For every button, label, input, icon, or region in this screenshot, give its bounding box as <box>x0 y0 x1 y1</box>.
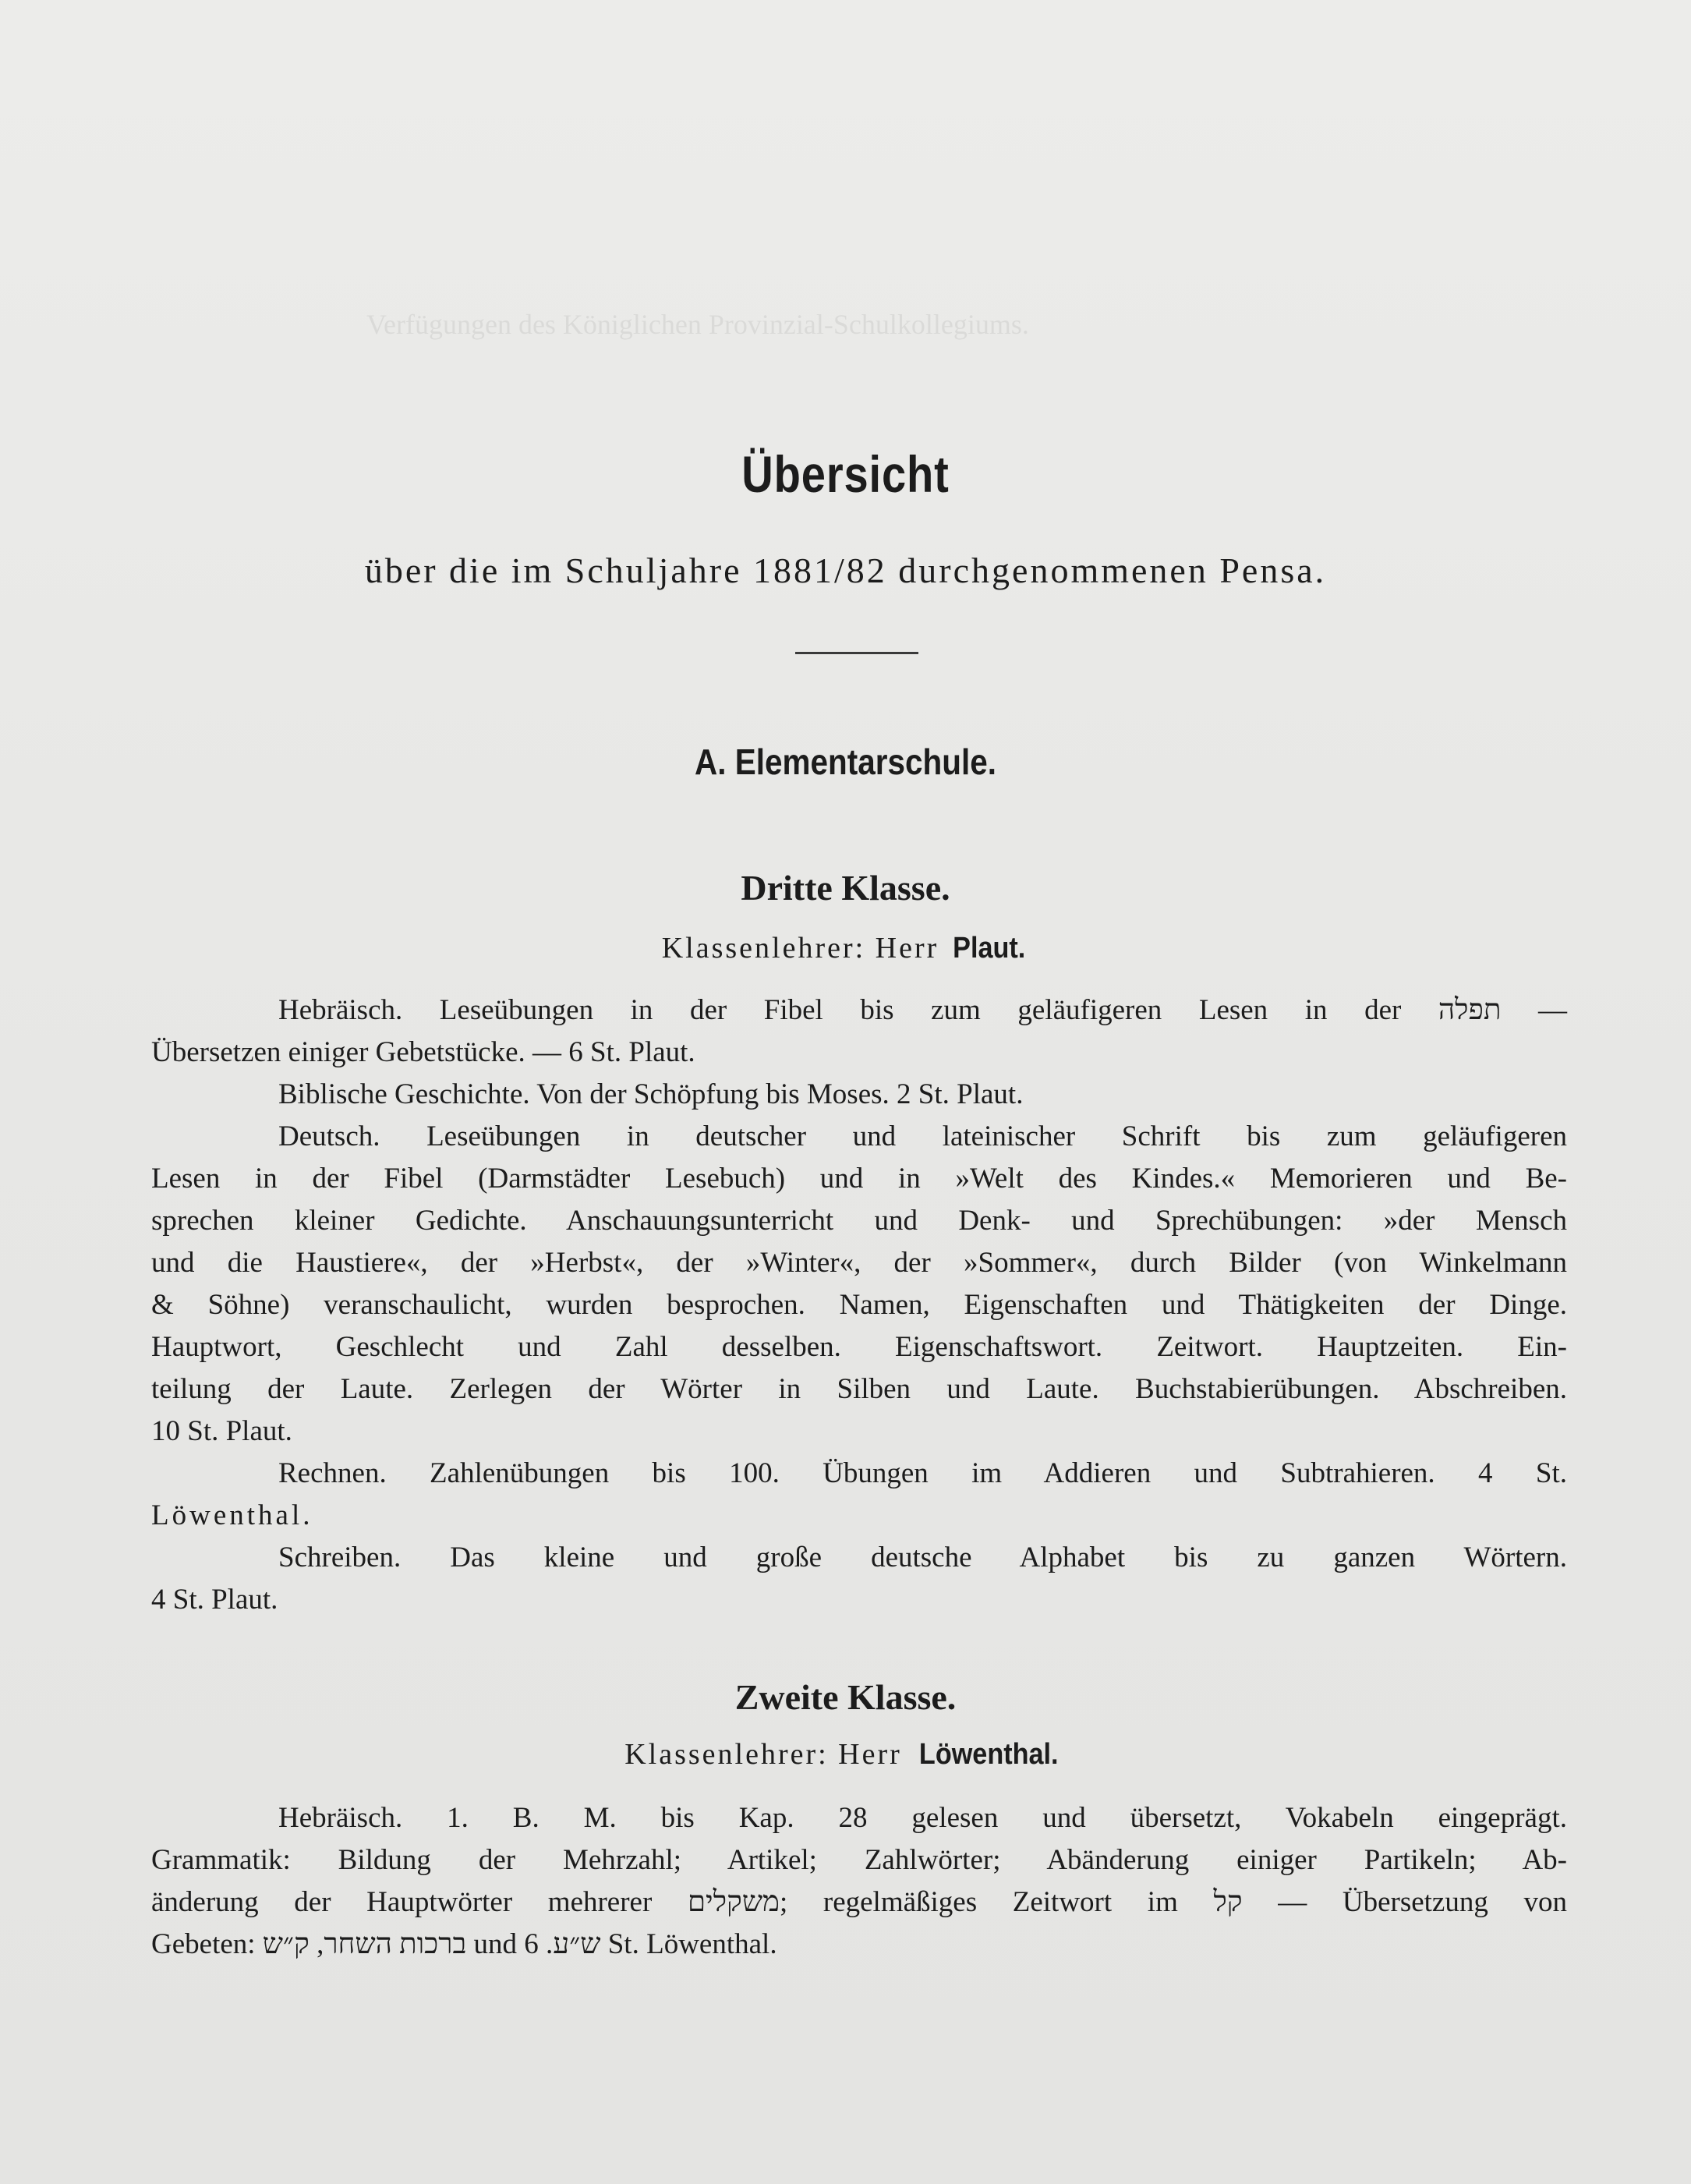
teacher-line-dritte <box>0 931 1691 965</box>
text-line: änderung der Hauptwörter mehrerer משקלים; regelmäßiges Zeitwort im קל — Übersetzung von <box>151 1886 1567 1918</box>
teacher-line-zweite <box>0 1737 1691 1772</box>
text-line: Rechnen. Zahlenübungen bis 100. Übungen im Addieren und Subtrahieren. 4 St. <box>278 1457 1567 1489</box>
page-subtitle: über die im Schuljahre 1881/82 durchgenommenen Pensa. <box>364 550 1327 590</box>
text-line: und die Haustiere«, der »Herbst«, der »Winter«, der »Sommer«, durch Bilder (von Winkelmann <box>151 1247 1567 1279</box>
bleedthrough-heading: Verfügungen des Königlichen Provinzial-Schulkollegiums. <box>366 309 1029 340</box>
class-heading-zweite: Zweite Klasse. <box>734 1677 957 1717</box>
text-line: & Söhne) veranschaulicht, wurden besprochen. Namen, Eigenschaften und Thätigkeiten der Dinge. <box>151 1289 1567 1321</box>
title-divider <box>795 652 918 654</box>
text-line: 4 St. Plaut. <box>151 1584 278 1616</box>
text-line: Hebräisch. Leseübungen in der Fibel bis zum geläufigeren Lesen in der תפלה — <box>278 994 1567 1026</box>
text-line: Grammatik: Bildung der Mehrzahl; Artikel; Zahlwörter; Abänderung einiger Partikeln; Ab- <box>151 1844 1567 1876</box>
text-line: Hebräisch. 1. B. M. bis Kap. 28 gelesen und übersetzt, Vokabeln eingeprägt. <box>278 1802 1567 1834</box>
text-line: Löwenthal. <box>151 1499 313 1531</box>
text-line: Gebeten: ברכות השחר, ק״ש und ש״ע. 6 St. Löwenthal. <box>151 1928 777 1960</box>
text-line: Biblische Geschichte. Von der Schöpfung bis Moses. 2 St. Plaut. <box>278 1078 1024 1110</box>
text-line: teilung der Laute. Zerlegen der Wörter in Silben und Laute. Buchstabierübungen. Abschreiben. <box>151 1373 1567 1405</box>
text-line: 10 St. Plaut. <box>151 1415 292 1447</box>
text-line: Deutsch. Leseübungen in deutscher und lateinischer Schrift bis zum geläufigeren <box>278 1120 1567 1152</box>
text-line: sprechen kleiner Gedichte. Anschauungsunterricht und Denk- und Sprechübungen: »der Mensch <box>151 1205 1567 1237</box>
text-line: Schreiben. Das kleine und große deutsche Alphabet bis zu ganzen Wörtern. <box>278 1542 1567 1573</box>
text-line: Hauptwort, Geschlecht und Zahl desselben. Eigenschaftswort. Zeitwort. Hauptzeiten. Ein- <box>151 1331 1567 1363</box>
section-heading: A. Elementarschule. <box>695 742 996 782</box>
page-title: Übersicht <box>741 445 950 503</box>
teacher-name: Plaut. <box>952 932 1026 965</box>
teacher-label: Klassenlehrer: Herr <box>624 1738 902 1771</box>
text-line: Lesen in der Fibel (Darmstädter Lesebuch) und in »Welt des Kindes.« Memorieren und Be- <box>151 1163 1567 1195</box>
text-line: Übersetzen einiger Gebetstücke. — 6 St. Plaut. <box>151 1036 695 1068</box>
class-heading-dritte: Dritte Klasse. <box>741 868 950 908</box>
teacher-label: Klassenlehrer: Herr <box>661 932 939 965</box>
teacher-name: Löwenthal. <box>919 1738 1059 1771</box>
